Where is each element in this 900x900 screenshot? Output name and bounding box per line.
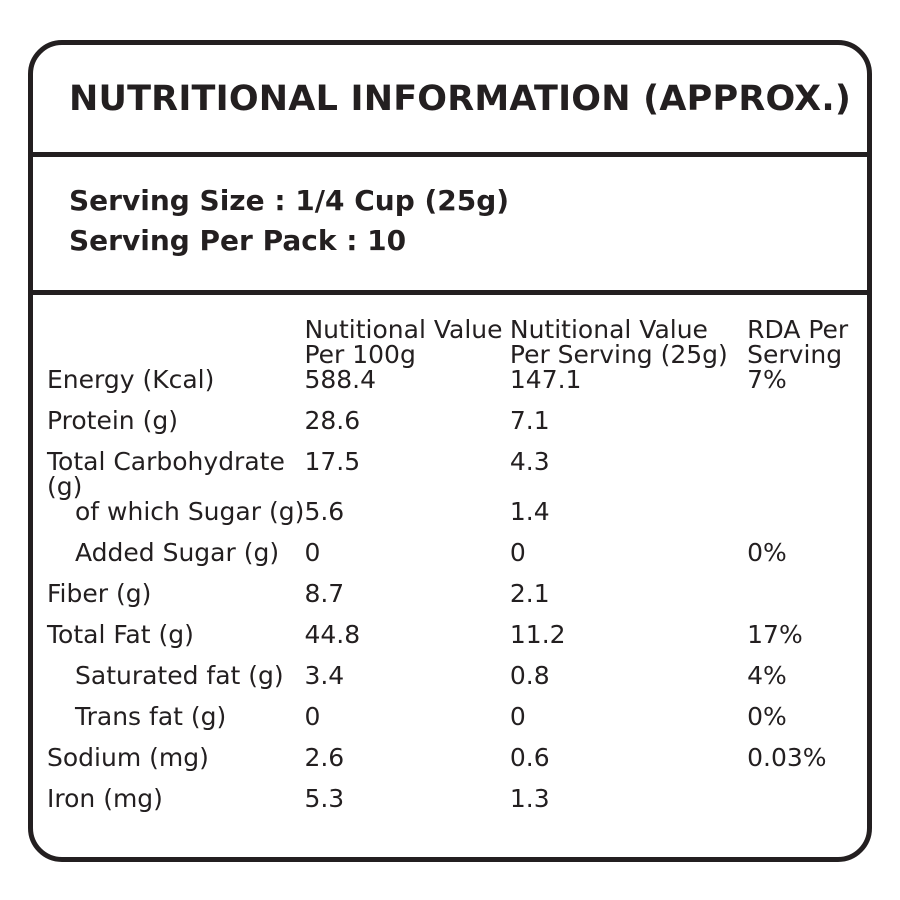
row-nutrient-name: Energy (Kcal) bbox=[47, 365, 215, 394]
column-header-per-serving bbox=[510, 317, 747, 367]
row-value-per-100g: 28.6 bbox=[304, 406, 361, 435]
row-value-per-serving: 0.6 bbox=[509, 743, 550, 772]
table-row bbox=[33, 581, 867, 622]
row-value-rda: 0% bbox=[747, 538, 787, 567]
row-value-per-serving: 1.3 bbox=[509, 784, 550, 813]
row-value-per-100g: 17.5 bbox=[304, 447, 361, 476]
row-value-rda bbox=[747, 581, 867, 622]
column-header-rda-line2: Serving bbox=[747, 340, 843, 369]
row-value-per-100g: 5.6 bbox=[304, 497, 345, 526]
row-value-per-100g: 8.7 bbox=[304, 579, 345, 608]
row-nutrient-name: Total Carbohydrate (g) bbox=[47, 447, 285, 501]
serving-per-pack-text: Serving Per Pack : 10 bbox=[69, 224, 407, 258]
table-row bbox=[33, 449, 867, 499]
row-value-per-serving: 1.4 bbox=[509, 497, 550, 526]
table-row bbox=[33, 408, 867, 449]
table-row bbox=[33, 786, 867, 827]
nutrition-label-panel bbox=[28, 40, 872, 862]
table-row bbox=[33, 367, 867, 408]
row-value-per-serving: 0 bbox=[509, 702, 526, 731]
table-row bbox=[33, 499, 867, 540]
row-nutrient-name: Sodium (mg) bbox=[47, 743, 209, 772]
row-value-rda: 4% bbox=[747, 661, 787, 690]
column-header-per-100g-line2: Per 100g bbox=[304, 340, 416, 369]
label-title-row bbox=[33, 45, 867, 157]
row-value-per-serving: 4.3 bbox=[509, 447, 550, 476]
row-value-per-100g: 588.4 bbox=[304, 365, 377, 394]
page-title: NUTRITIONAL INFORMATION (APPROX.) bbox=[69, 78, 852, 119]
row-value-per-serving: 2.1 bbox=[509, 579, 550, 608]
row-value-per-serving: 0.8 bbox=[509, 661, 550, 690]
row-value-rda: 0.03% bbox=[747, 743, 827, 772]
nutrition-table-body bbox=[33, 367, 867, 827]
row-nutrient-name: Fiber (g) bbox=[47, 579, 152, 608]
column-header-per-100g-line1: Nutitional Value bbox=[304, 315, 503, 344]
column-header-per-100g bbox=[304, 317, 509, 367]
serving-size-text: Serving Size : 1/4 Cup (25g) bbox=[69, 184, 510, 217]
row-value-per-serving: 7.1 bbox=[509, 406, 550, 435]
row-value-per-100g: 0 bbox=[304, 538, 321, 567]
row-nutrient-name: Protein (g) bbox=[47, 406, 178, 435]
row-value-per-100g: 44.8 bbox=[304, 620, 361, 649]
serving-info-block bbox=[33, 157, 867, 295]
row-value-rda bbox=[747, 786, 867, 827]
table-row bbox=[33, 704, 867, 745]
row-value-per-100g: 0 bbox=[304, 702, 321, 731]
row-nutrient-name: of which Sugar (g) bbox=[75, 497, 305, 526]
row-value-rda: 17% bbox=[747, 620, 803, 649]
column-header-rda-line1: RDA Per bbox=[747, 315, 849, 344]
column-header-rda bbox=[747, 317, 867, 367]
table-header-row bbox=[33, 317, 867, 367]
column-header-nutrient bbox=[33, 317, 304, 367]
nutrition-table bbox=[33, 317, 867, 827]
column-header-per-serving-line2: Per Serving (25g) bbox=[509, 340, 728, 369]
row-nutrient-name: Trans fat (g) bbox=[75, 702, 227, 731]
row-nutrient-name: Added Sugar (g) bbox=[75, 538, 280, 567]
row-nutrient-name: Saturated fat (g) bbox=[75, 661, 284, 690]
nutrition-table-head bbox=[33, 317, 867, 367]
table-row bbox=[33, 622, 867, 663]
row-value-rda: 7% bbox=[747, 365, 787, 394]
row-value-per-serving: 11.2 bbox=[509, 620, 566, 649]
table-row bbox=[33, 540, 867, 581]
row-value-rda bbox=[747, 499, 867, 540]
row-value-rda bbox=[747, 449, 867, 499]
row-value-per-100g: 3.4 bbox=[304, 661, 345, 690]
table-row bbox=[33, 745, 867, 786]
row-value-rda bbox=[747, 408, 867, 449]
row-nutrient-name: Total Fat (g) bbox=[47, 620, 194, 649]
row-value-per-serving: 0 bbox=[509, 538, 526, 567]
row-nutrient-name: Iron (mg) bbox=[47, 784, 163, 813]
row-value-rda: 0% bbox=[747, 702, 787, 731]
row-value-per-100g: 5.3 bbox=[304, 784, 345, 813]
nutrition-table-wrapper bbox=[33, 295, 867, 827]
row-value-per-serving: 147.1 bbox=[509, 365, 582, 394]
table-row bbox=[33, 663, 867, 704]
row-value-per-100g: 2.6 bbox=[304, 743, 345, 772]
column-header-per-serving-line1: Nutitional Value bbox=[509, 315, 708, 344]
